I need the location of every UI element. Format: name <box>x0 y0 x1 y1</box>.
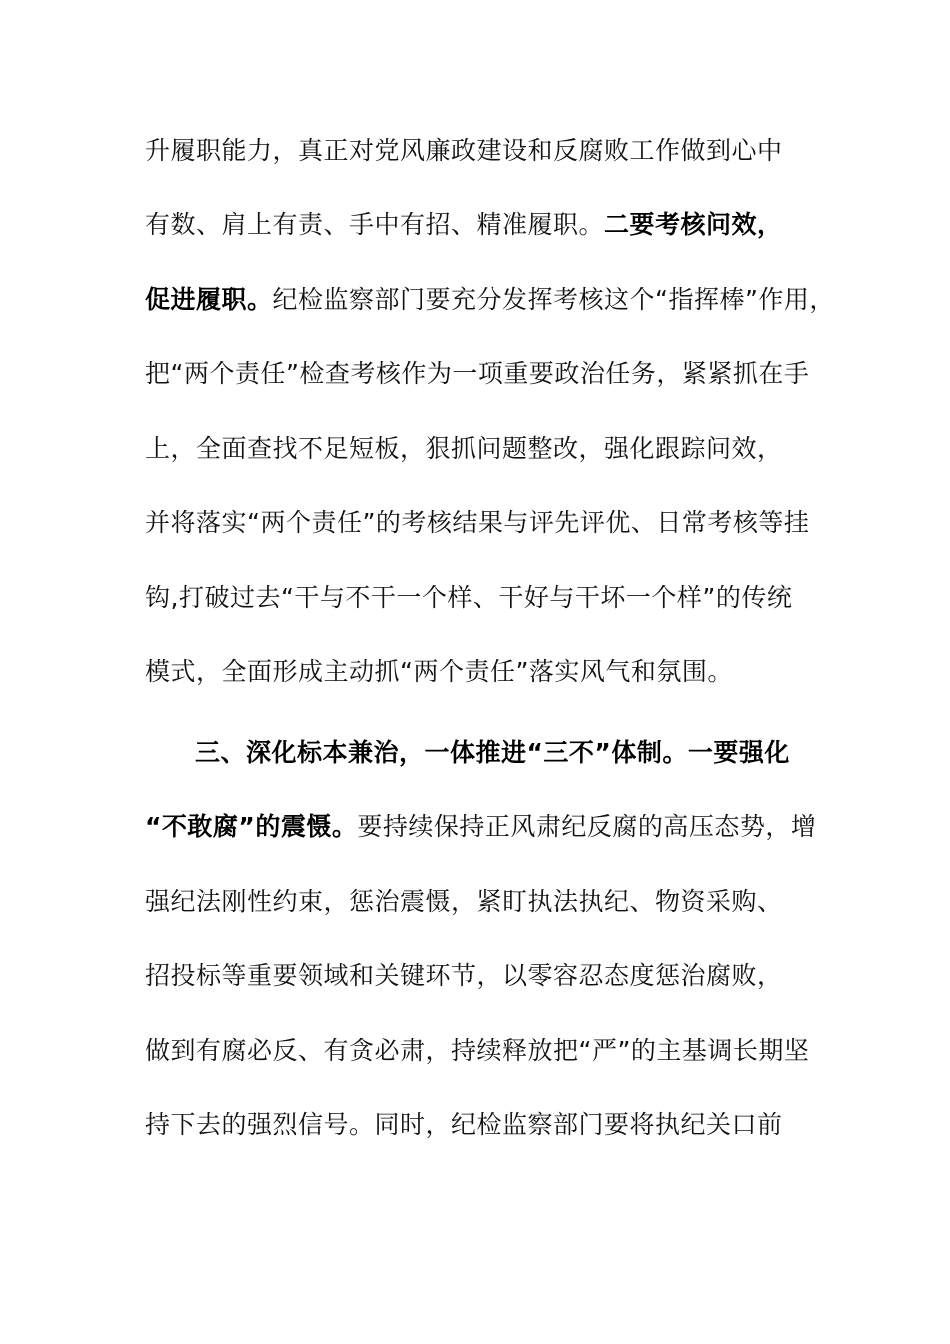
bold-heading-segment: 二要考核问效， <box>604 210 783 239</box>
text-segment: 纪检监察部门要充分发挥考核这个“指挥棒”作用， <box>272 285 835 314</box>
text-line-2 <box>145 205 783 245</box>
bold-heading-segment: 三、深化标本兼治，一体推进“三不”体制。一要强化 <box>195 738 790 767</box>
text-line-3 <box>145 280 835 320</box>
text-segment: 招投标等重要领域和关键环节，以零容忍态度惩治腐败， <box>145 961 783 990</box>
text-segment: 钩,打破过去“干与不干一个样、干好与干坏一个样”的传统 <box>145 583 793 612</box>
text-line-11 <box>145 882 783 922</box>
text-line-6 <box>145 503 809 543</box>
text-segment: 持下去的强烈信号。同时，纪检监察部门要将执纪关口前 <box>145 1110 783 1139</box>
text-segment: 升履职能力，真正对党风廉政建设和反腐败工作做到心中 <box>145 136 783 165</box>
text-segment: 强纪法刚性约束，惩治震慑，紧盯执法执纪、物资采购、 <box>145 887 783 916</box>
section-heading-line <box>195 733 790 773</box>
text-line-12 <box>145 956 783 996</box>
text-segment: 做到有腐必反、有贪必肃，持续释放把“严”的主基调长期坚 <box>145 1036 810 1065</box>
text-line-7 <box>145 578 792 618</box>
text-line-8 <box>145 652 733 692</box>
text-segment: 把“两个责任”检查考核作为一项重要政治任务，紧紧抓在手 <box>145 359 810 388</box>
text-line-4 <box>145 354 809 394</box>
text-line-5 <box>145 429 783 469</box>
text-line-10 <box>145 807 816 847</box>
text-segment: 上，全面查找不足短板，狠抓问题整改，强化跟踪问效， <box>145 434 783 463</box>
text-line-14 <box>145 1105 783 1145</box>
text-segment: 并将落实“两个责任”的考核结果与评先评优、日常考核等挂 <box>145 508 810 537</box>
text-line-13 <box>145 1031 809 1071</box>
text-segment: 模式，全面形成主动抓“两个责任”落实风气和氛围。 <box>145 657 733 686</box>
bold-heading-segment: 促进履职。 <box>145 285 273 314</box>
text-line-1 <box>145 131 783 171</box>
text-segment: 要持续保持正风肃纪反腐的高压态势，增 <box>357 812 817 841</box>
text-segment: 有数、肩上有责、手中有招、精准履职。 <box>145 210 605 239</box>
bold-heading-segment: “不敢腐”的震慑。 <box>145 812 358 841</box>
